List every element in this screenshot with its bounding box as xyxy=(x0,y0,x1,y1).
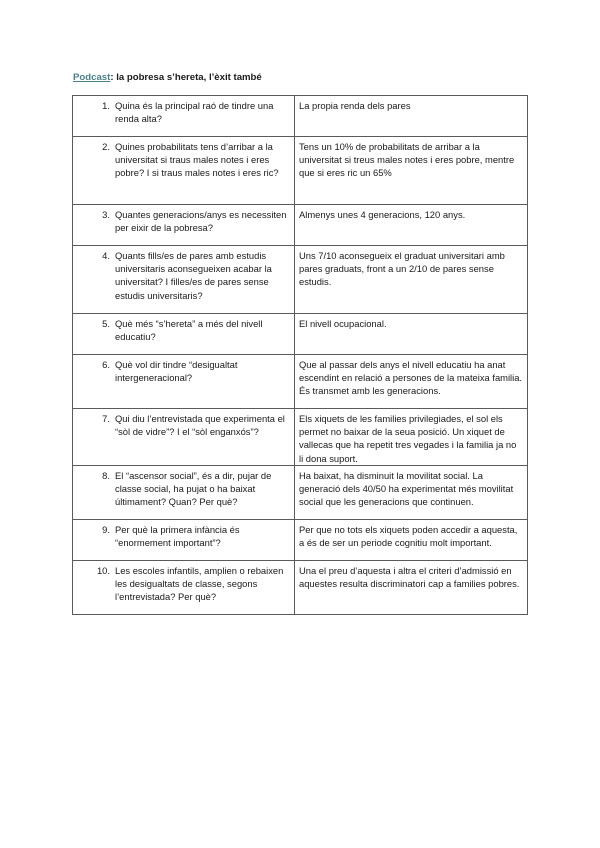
answer-cell xyxy=(295,314,528,355)
table-row xyxy=(73,560,528,614)
question-number: 6. xyxy=(102,359,110,370)
question-cell xyxy=(73,560,295,614)
question-text: Què vol dir tindre “desigualtat intergeneracional? xyxy=(115,359,238,384)
question-number: 5. xyxy=(102,318,110,329)
answer-cell xyxy=(295,246,528,314)
question-number: 4. xyxy=(102,250,110,261)
question-text: Quants fills/es de pares amb estudis universitaris aconsegueixen acabar la universitat? I filles/es de pares sense estudis universitaris? xyxy=(115,250,272,301)
table-row xyxy=(73,465,528,519)
question-number: 1. xyxy=(102,100,110,111)
question-text: Qui diu l’entrevistada que experimenta el “sòl de vidre”? I el “sòl enganxós”? xyxy=(115,413,285,438)
answer-text: Tens un 10% de probabilitats de arribar a la universitat si treus males notes i eres pobre, mentre que si eres ric un 65% xyxy=(299,141,515,179)
qa-table xyxy=(72,95,528,615)
question-cell xyxy=(73,205,295,246)
question-cell xyxy=(73,137,295,205)
question-cell xyxy=(73,355,295,409)
answer-cell xyxy=(295,560,528,614)
question-text: Quina és la principal raó de tindre una renda alta? xyxy=(115,100,274,125)
question-cell xyxy=(73,246,295,314)
answer-text: La propia renda dels pares xyxy=(299,100,411,111)
question-cell xyxy=(73,409,295,466)
table-row xyxy=(73,246,528,314)
answer-text: Per que no tots els xiquets poden accedir a aquesta, a és de ser un periode cognitiu molt important. xyxy=(299,523,518,549)
table-row xyxy=(73,205,528,246)
question-cell xyxy=(73,519,295,560)
question-text: Quantes generacions/anys es necessiten per eixir de la pobresa? xyxy=(115,209,287,234)
answer-text: Una el preu d’aquesta i altra el criteri d’admissió en aquestes resulta discriminatori cap a families pobres. xyxy=(299,564,520,590)
title-text: : la pobresa s’hereta, l’èxit també xyxy=(110,72,262,83)
answer-cell xyxy=(295,96,528,137)
answer-text: Uns 7/10 aconsegueix el graduat universitari amb pares graduats, front a un 2/10 de pares sense estudis. xyxy=(299,250,505,288)
question-number: 2. xyxy=(102,141,110,152)
question-number: 10. xyxy=(96,564,110,576)
podcast-link[interactable]: Podcast xyxy=(73,72,111,83)
question-number: 8. xyxy=(102,469,110,481)
answer-text: Els xiquets de les families privilegiades, el sol els permet no baixar de la seua posició. Un xiquet de vallecas que ha repetit tres vegades i la familia ja no li dona suport. xyxy=(299,413,517,464)
table-row xyxy=(73,137,528,205)
answer-cell xyxy=(295,409,528,466)
question-cell xyxy=(73,465,295,519)
question-text: Quines probabilitats tens d’arribar a la universitat si traus males notes i eres pobre? I si traus males notes i eres ric? xyxy=(115,141,279,179)
question-text: Per què la primera infància és “enormement important”? xyxy=(115,523,240,549)
question-number: 9. xyxy=(102,523,110,535)
answer-cell xyxy=(295,465,528,519)
question-cell xyxy=(73,96,295,137)
question-text: Què més “s’hereta” a més del nivell educatiu? xyxy=(115,318,263,343)
question-number: 7. xyxy=(102,413,110,424)
question-text: Les escoles infantils, amplien o rebaixen les desigualtats de classe, segons l’entrevistada? Per què? xyxy=(115,564,284,603)
answer-text: Ha baixat, ha disminuit la movilitat social. La generació dels 40/50 ha experimentat més movilitat social que les generacions que continuen. xyxy=(299,469,514,508)
table-row xyxy=(73,409,528,466)
question-number: 3. xyxy=(102,209,110,220)
question-cell xyxy=(73,314,295,355)
answer-text: Almenys unes 4 generacions, 120 anys. xyxy=(299,209,466,220)
table-row xyxy=(73,314,528,355)
answer-cell xyxy=(295,519,528,560)
answer-cell xyxy=(295,137,528,205)
question-text: El “ascensor social”, és a dir, pujar de classe social, ha pujat o ha baixat últimament? Quan? Per què? xyxy=(115,469,272,508)
answer-text: El nivell ocupacional. xyxy=(299,318,387,329)
answer-text: Que al passar dels anys el nivell educatiu ha anat escendint en relació a persones de la mateixa familia. És transmet amb les generacions. xyxy=(299,359,523,397)
answer-cell xyxy=(295,355,528,409)
table-row xyxy=(73,519,528,560)
page-title xyxy=(73,72,262,83)
table-row xyxy=(73,96,528,137)
table-row xyxy=(73,355,528,409)
answer-cell xyxy=(295,205,528,246)
